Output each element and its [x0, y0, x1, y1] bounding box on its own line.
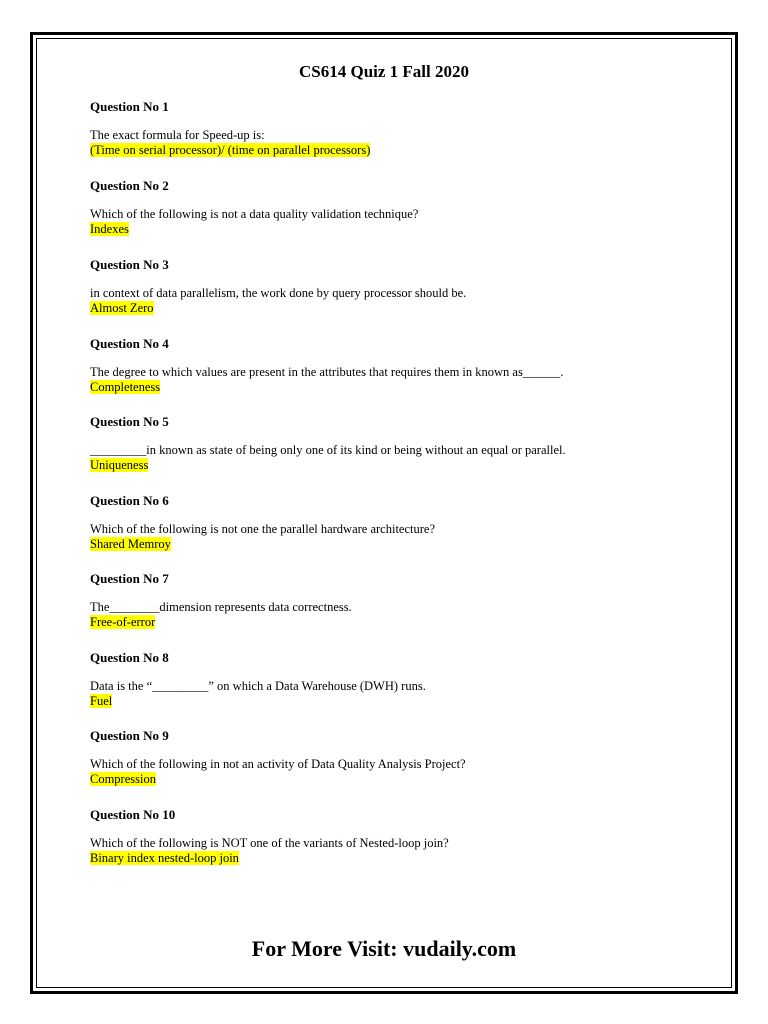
answer-highlight: Free-of-error	[90, 615, 156, 629]
answer	[90, 615, 690, 630]
answer-highlight: Completeness	[90, 380, 161, 394]
question-block	[90, 414, 690, 473]
answer	[90, 458, 690, 473]
question-heading: Question No 10	[90, 807, 176, 822]
question-block	[90, 728, 690, 787]
question-text: Which of the following is not a data quality validation technique?	[90, 207, 419, 221]
question-block	[90, 178, 690, 237]
quiz-title: CS614 Quiz 1 Fall 2020	[298, 62, 469, 81]
answer-highlight: Indexes	[90, 222, 129, 236]
question-heading: Question No 9	[90, 728, 169, 743]
answer-highlight: Almost Zero	[90, 301, 154, 315]
question-block	[90, 571, 690, 630]
question-text: Data is the “_________” on which a Data Warehouse (DWH) runs.	[90, 679, 426, 693]
answer-highlight: Shared Memroy	[90, 537, 171, 551]
question-text: Which of the following is NOT one of the variants of Nested-loop join?	[90, 836, 449, 850]
answer	[90, 694, 690, 709]
question-block	[90, 493, 690, 552]
question-heading: Question No 7	[90, 571, 169, 586]
question-heading: Question No 6	[90, 493, 169, 508]
answer	[90, 380, 690, 395]
answer-highlight: Uniqueness	[90, 458, 149, 472]
answer-highlight: Compression	[90, 772, 156, 786]
answer	[90, 301, 690, 316]
question-block	[90, 336, 690, 395]
question-text: The degree to which values are present in the attributes that requires them in known as______.	[90, 365, 564, 379]
question-block	[90, 650, 690, 709]
question-text: _________in known as state of being only one of its kind or being without an equal or parallel.	[90, 443, 566, 457]
answer	[90, 772, 690, 787]
question-text: Which of the following in not an activity of Data Quality Analysis Project?	[90, 757, 466, 771]
question-heading: Question No 3	[90, 257, 169, 272]
question-heading: Question No 2	[90, 178, 169, 193]
question-heading: Question No 8	[90, 650, 169, 665]
question-text: in context of data parallelism, the work done by query processor should be.	[90, 286, 467, 300]
answer-highlight: Binary index nested-loop join	[90, 851, 239, 865]
question-heading: Question No 1	[90, 99, 169, 114]
question-text: The________dimension represents data correctness.	[90, 600, 352, 614]
answer-highlight: (Time on serial processor)/ (time on parallel processors)	[90, 143, 371, 157]
question-block	[90, 99, 690, 158]
question-block	[90, 807, 690, 866]
question-text: The exact formula for Speed-up is:	[90, 128, 265, 142]
answer	[90, 851, 690, 866]
answer	[90, 222, 690, 237]
answer-highlight: Fuel	[90, 694, 113, 708]
answer	[90, 537, 690, 552]
question-block	[90, 257, 690, 316]
question-heading: Question No 5	[90, 414, 169, 429]
footer-link-text: For More Visit: vudaily.com	[251, 936, 517, 961]
answer	[90, 143, 690, 158]
question-text: Which of the following is not one the parallel hardware architecture?	[90, 522, 435, 536]
question-heading: Question No 4	[90, 336, 169, 351]
